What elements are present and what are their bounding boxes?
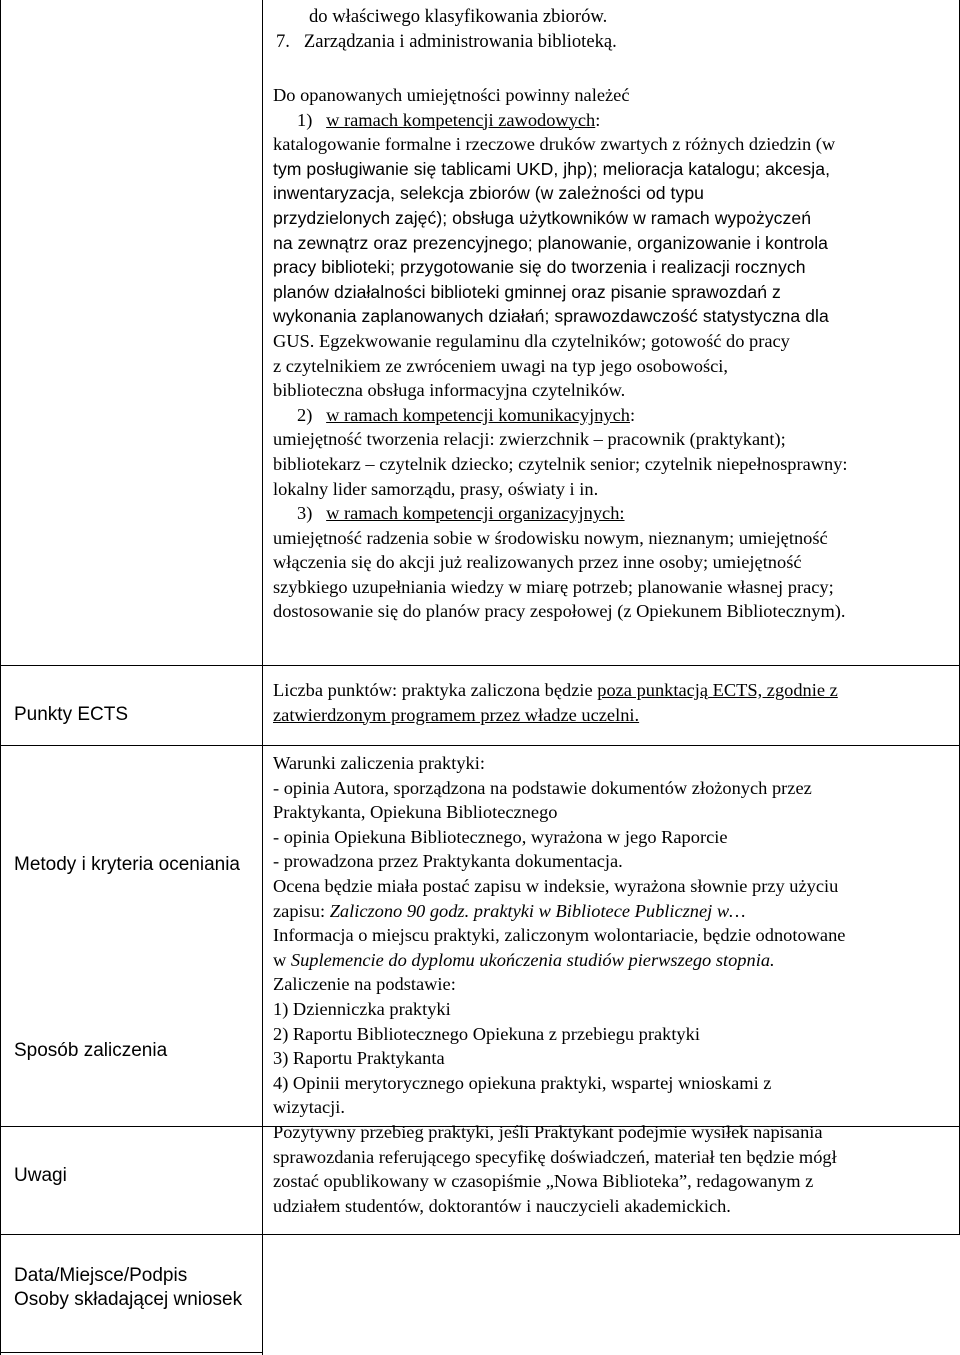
podpis-line-1: Data/Miejsce/Podpis [14, 1265, 188, 1286]
row-divider-ects [0, 665, 960, 666]
skills-block [273, 83, 848, 624]
ects-line-1-a: Liczba punktów: praktyka zaliczona będzie [273, 680, 598, 700]
p1-line: GUS. Egzekwowanie regulaminu dla czytelników; gotowość do pracy [273, 330, 790, 351]
skills-heading-1 [273, 108, 848, 133]
p1-line: wykonania zaplanowanych działań; sprawozdawczość statystyczna dla [273, 306, 829, 327]
row-divider-methods [0, 745, 960, 746]
podpis-line-2: Osoby składającej wniosek [14, 1289, 243, 1310]
p1-line: na zewnątrz oraz prezencyjnego; planowanie, organizowanie i kontrola [273, 232, 828, 253]
zaliczenie-line: 2) Raportu Bibliotecznego Opiekuna z przebiegu praktyki [273, 1023, 700, 1044]
skills-intro-c: powinny należeć [500, 85, 630, 105]
p1-line: biblioteczna obsługa informacyjna czytelników. [273, 380, 626, 401]
p1-line: przydzielonych zajęć); obsługa użytkowników w ramach wypożyczeń [273, 207, 812, 228]
ects-line-1-b: poza punktacją ECTS, zgodnie z [597, 680, 838, 700]
zaliczenie-line: Zaliczenie na podstawie: [273, 974, 456, 995]
skills-h3-num: 3) [297, 503, 313, 524]
methods-text [273, 751, 845, 1218]
methods-info: Informacja o miejscu praktyki, zaliczonym wolontariacie, będzie odnotowane [273, 925, 846, 946]
skills-intro-a: Do [273, 85, 301, 105]
methods-line: Ocena będzie miała postać zapisu w indeksie, wyrażona słownie przy użyciu [273, 875, 839, 896]
p1-line: planów działalności biblioteki gminnej oraz pisanie sprawozdań z [273, 281, 781, 302]
uwagi-line: Pozytywny przebieg praktyki, jeśli Praktykant podejmie wysiłek napisania [273, 1121, 823, 1142]
methods-supl-a: w [273, 949, 291, 970]
top-line-1: do właściwego klasyfikowania zbiorów. [309, 6, 608, 27]
uwagi-line: udziałem studentów, doktorantów i nauczycieli akademickich. [273, 1195, 731, 1216]
methods-zapis-italic: Zaliczono 90 godz. praktyki w Bibliotece Publicznej w… [329, 900, 746, 921]
table-left-border [0, 0, 1, 1355]
ects-text [273, 678, 838, 727]
top-item-7 [276, 30, 617, 55]
ects-line-1 [273, 678, 838, 703]
p1-line: inwentaryzacja, selekcja zbiorów (w zależności od typu [273, 183, 705, 204]
p3-line: szybkiego uzupełniania wiedzy w miarę potrzeb; planowanie własnej pracy; [273, 576, 834, 597]
zaliczenie-line: 1) Dzienniczka praktyki [273, 998, 451, 1019]
table-bottom-border [0, 1352, 263, 1353]
label-metody-kryteria: Metody i kryteria oceniania [14, 854, 240, 875]
skills-intro-bold: opanowanych umiejętności [300, 85, 501, 105]
methods-suplement [273, 948, 845, 973]
label-uwagi: Uwagi [14, 1165, 67, 1186]
uwagi-line: sprawozdania referującego specyfikę doświadczeń, materiał ten będzie mógł [273, 1146, 837, 1167]
row-divider-podpis [0, 1234, 960, 1235]
zaliczenie-line: 4) Opinii merytorycznego opiekuna praktyki, wspartej wnioskami z [273, 1072, 772, 1093]
skills-heading-3 [273, 501, 848, 526]
skills-h3-text: w ramach kompetencji organizacyjnych: [326, 503, 625, 524]
methods-line: Praktykanta, Opiekuna Bibliotecznego [273, 802, 558, 823]
label-podpis [14, 1264, 242, 1312]
methods-zapis-a: zapisu: [273, 900, 330, 921]
p3-line: dostosowanie się do planów pracy zespołowej (z Opiekunem Bibliotecznym). [273, 601, 846, 622]
top-continuation [276, 5, 617, 54]
skills-heading-2 [273, 403, 848, 428]
label-sposob-zaliczenia: Sposób zaliczenia [14, 1040, 168, 1061]
uwagi-line: zostać opublikowany w czasopiśmie „Nowa Biblioteka”, redagowanym z [273, 1171, 814, 1192]
top-item-7-num: 7. [276, 30, 290, 52]
p1-line: z czytelnikiem ze zwróceniem uwagi na typ jego osobowości, [273, 355, 729, 376]
skills-intro [273, 83, 848, 108]
p3-line: umiejętność radzenia sobie w środowisku nowym, nieznanym; umiejętność [273, 527, 828, 548]
skills-h2-num: 2) [297, 404, 313, 425]
p1-line: katalogowanie formalne i rzeczowe druków zwartych z różnych dziedzin (w [273, 134, 836, 155]
p3-line: włączenia się do akcji już realizowanych przez inne osoby; umiejętność [273, 552, 802, 573]
p2-line: umiejętność tworzenia relacji: zwierzchnik – pracownik (praktykant); [273, 429, 786, 450]
skills-h1-num: 1) [297, 109, 313, 130]
methods-supl-italic: Suplemencie do dyplomu ukończenia studiów pierwszego stopnia. [290, 949, 775, 970]
p1-line: pracy biblioteki; przygotowanie się do tworzenia i realizacji rocznych [273, 257, 806, 278]
methods-line: Warunki zaliczenia praktyki: [273, 753, 485, 773]
label-punkty-ects: Punkty ECTS [14, 704, 129, 725]
skills-h1-text: w ramach kompetencji zawodowych [326, 109, 596, 130]
methods-line: - opinia Opiekuna Bibliotecznego, wyrażona w jego Raporcie [273, 826, 728, 847]
zaliczenie-line: 3) Raportu Praktykanta [273, 1048, 445, 1069]
top-item-7-text: Zarządzania i administrowania biblioteką. [303, 30, 617, 52]
methods-line: - opinia Autora, sporządzona na podstawie dokumentów złożonych przez [273, 777, 812, 798]
p1-line: tym posługiwanie się tablicami UKD, jhp); melioracja katalogu; akcesja, [273, 158, 831, 179]
table-column-divider [262, 0, 263, 1355]
skills-h2-text: w ramach kompetencji komunikacyjnych [326, 404, 630, 425]
p2-line: bibliotekarz – czytelnik dziecko; czytelnik senior; czytelnik niepełnosprawny: [273, 453, 848, 474]
p2-line: lokalny lider samorządu, prasy, oświaty i in. [273, 478, 599, 499]
methods-line: - prowadzona przez Praktykanta dokumentacja. [273, 851, 623, 872]
ects-line-2: zatwierdzonym programem przez władze uczelni. [273, 704, 640, 725]
zaliczenie-line: wizytacji. [273, 1097, 346, 1118]
skills-h2-colon: : [629, 404, 636, 425]
methods-zapis [273, 899, 845, 924]
skills-h1-colon: : [595, 109, 601, 130]
